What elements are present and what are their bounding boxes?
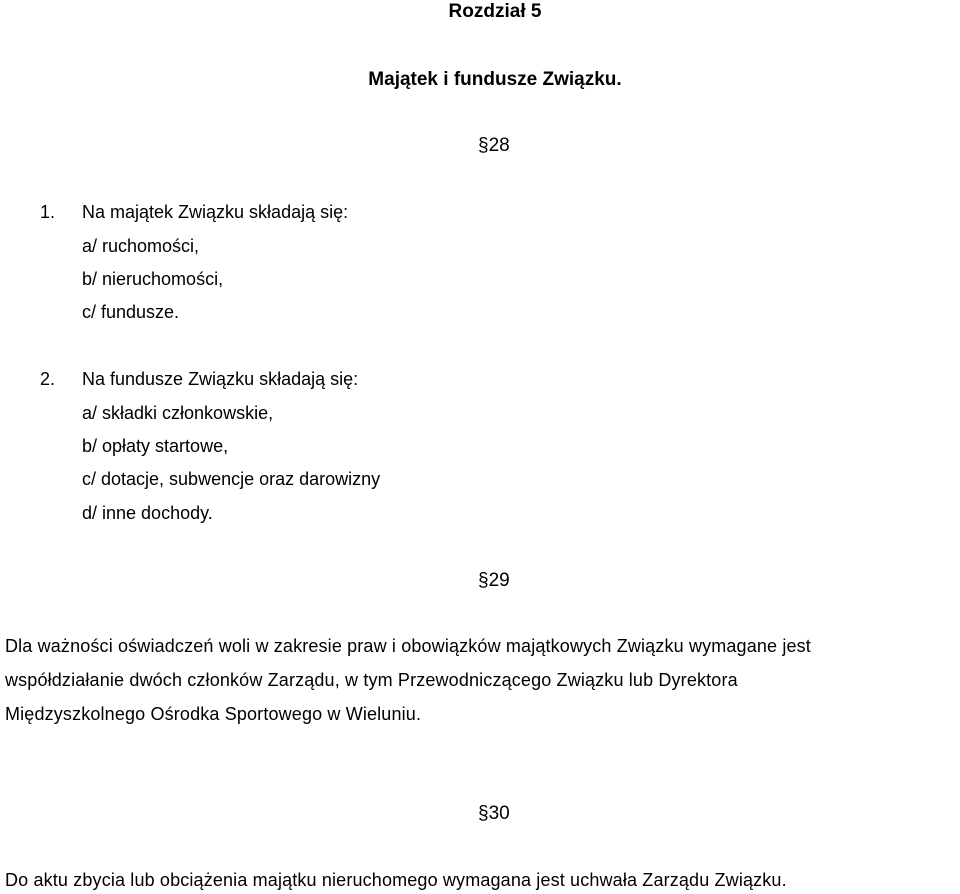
item-1-sub-c: c/ fundusze. bbox=[82, 302, 180, 322]
section-29-line-1: Dla ważności oświadczeń woli w zakresie praw i obowiązków majątkowych Związku wymagane jest bbox=[5, 636, 811, 656]
item-1-text: Na majątek Związku składają się: bbox=[82, 202, 349, 222]
chapter-title: Majątek i fundusze Związku. bbox=[368, 69, 622, 90]
section-30-line-1: Do aktu zbycia lub obciążenia majątku nieruchomego wymagana jest uchwała Zarządu Związku. bbox=[5, 870, 787, 890]
section-29-heading: §29 bbox=[478, 570, 510, 591]
item-2-sub-a: a/ składki członkowskie, bbox=[82, 403, 274, 423]
section-28-heading: §28 bbox=[478, 135, 510, 156]
item-2-sub-c: c/ dotacje, subwencje oraz darowizny bbox=[82, 469, 381, 489]
item-1-number: 1. bbox=[40, 202, 56, 222]
chapter-heading: Rozdział 5 bbox=[448, 1, 542, 22]
section-29-line-2: współdziałanie dwóch członków Zarządu, w tym Przewodniczącego Związku lub Dyrektora bbox=[5, 670, 738, 690]
item-2-text: Na fundusze Związku składają się: bbox=[82, 369, 359, 389]
item-1-sub-b: b/ nieruchomości, bbox=[82, 269, 224, 289]
item-2-sub-d: d/ inne dochody. bbox=[82, 503, 213, 523]
item-2-sub-b: b/ opłaty startowe, bbox=[82, 436, 229, 456]
item-2-number: 2. bbox=[40, 369, 56, 389]
section-30-heading: §30 bbox=[478, 803, 510, 824]
item-1-sub-a: a/ ruchomości, bbox=[82, 236, 200, 256]
section-29-line-3: Międzyszkolnego Ośrodka Sportowego w Wieluniu. bbox=[5, 704, 422, 724]
